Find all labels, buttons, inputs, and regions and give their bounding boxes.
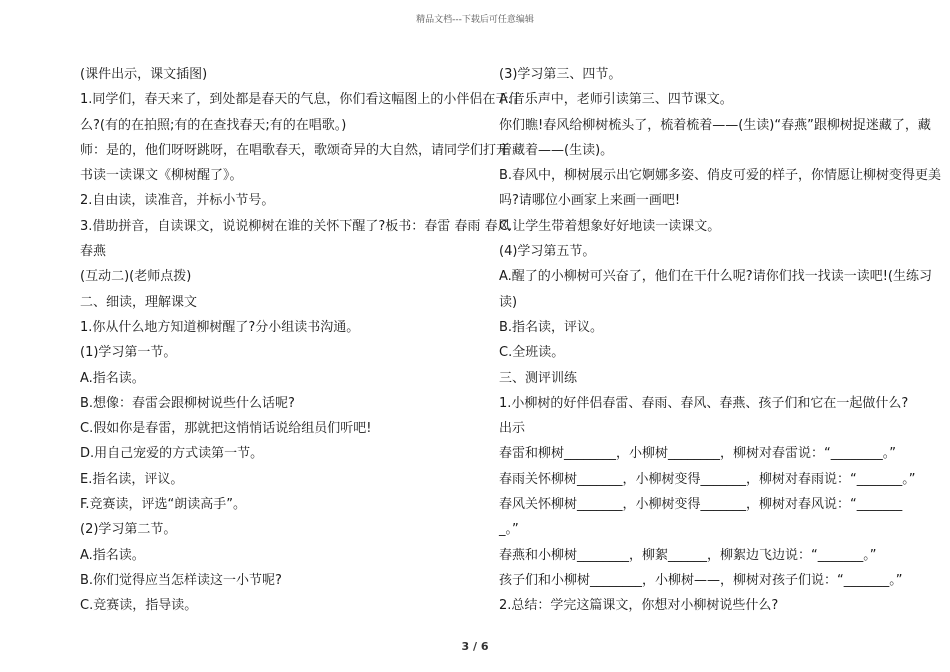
text-line: A.音乐声中，老师引读第三、四节课文。	[499, 92, 733, 108]
text-line: E.指名读，评议。	[80, 471, 184, 487]
text-line: B.春风中，柳树展示出它婀娜多姿、俏皮可爱的样子，你情愿让柳树变得更美	[499, 168, 942, 184]
text-line: C.全班读。	[499, 345, 565, 361]
text-line: 春燕和小柳树________，柳絮______，柳絮边飞边说：“_______。”	[499, 547, 877, 563]
text-line: (3)学习第三、四节。	[499, 67, 622, 82]
text-line: 师：是的，他们呀呀跳呀，在唱歌春天，歌颂奇异的大自然，请同学们打开	[80, 142, 510, 158]
text-line: 书读一读课文《柳树醒了》。	[80, 168, 243, 184]
text-line: (1)学习第一节。	[80, 345, 177, 361]
text-line: B.想像：春雷会跟柳树说些什么话呢?	[80, 395, 295, 411]
text-line: 吗?请哪位小画家上来画一画吧!	[499, 193, 681, 209]
text-line: A.醒了的小柳树可兴奋了，他们在干什么呢?请你们找一找读一读吧!(生练习	[499, 269, 932, 285]
text-line: C.竞赛读，指导读。	[80, 598, 198, 614]
text-line: 春雷和柳树________，小柳树________，柳树对春雷说：“________。”	[499, 446, 896, 462]
text-line: (互动二)(老师点拨)	[80, 269, 192, 285]
text-line: 二、细读，理解课文	[80, 294, 198, 310]
text-line: F.竞赛读，评选“朗读高手”。	[80, 497, 246, 513]
text-line: (课件出示，课文插图)	[80, 67, 208, 82]
text-line: 你们瞧!春风给柳树梳头了，梳着梳着——(生读)“春燕”跟柳树捉迷藏了，藏	[499, 117, 931, 133]
text-line: _。”	[499, 522, 519, 538]
text-line: 么?(有的在拍照;有的在查找春天;有的在唱歌。)	[80, 117, 347, 133]
text-line: C.假如你是春雷，那就把这悄悄话说给组员们听吧!	[80, 421, 372, 437]
text-line: 出示	[499, 421, 526, 437]
left-column	[80, 62, 522, 619]
text-line: B.指名读，评议。	[499, 319, 604, 335]
text-line: 2.自由读，读准音，并标小节号。	[80, 193, 275, 209]
text-line: A.指名读。	[80, 370, 145, 386]
text-line: 春雨关怀柳树_______，小柳树变得_______，柳树对春雨说：“_______。”	[499, 471, 916, 487]
text-line: 2.总结：学完这篇课文，你想对小柳树说些什么?	[499, 598, 779, 614]
text-line: 读)	[499, 294, 518, 310]
right-column	[499, 62, 942, 619]
text-line: (2)学习第二节。	[80, 522, 177, 538]
text-line: C.让学生带着想象好好地读一读课文。	[499, 218, 721, 234]
text-line: 春风关怀柳树_______，小柳树变得_______，柳树对春风说：“_______	[499, 497, 903, 513]
text-line: 三、测评训练	[499, 370, 578, 386]
page-number: 3 / 6	[461, 640, 489, 653]
text-line: 着藏着——(生读)。	[499, 142, 614, 158]
text-line: 1.小柳树的好伴侣春雷、春雨、春风、春燕、孩子们和它在一起做什么?	[499, 395, 909, 411]
text-line: (4)学习第五节。	[499, 244, 596, 260]
text-line: 3.借助拼音，自读课文，说说柳树在谁的关怀下醒了?板书：春雷 春雨 春风	[80, 218, 511, 234]
text-line: D.用自己宠爱的方式读第一节。	[80, 446, 264, 462]
text-line: 1.你从什么地方知道柳树醒了?分小组读书沟通。	[80, 319, 360, 335]
text-line: B.你们觉得应当怎样读这一小节呢?	[80, 572, 282, 588]
text-line: 1.同学们，春天来了，到处都是春天的气息，你们看这幅图上的小伴侣在干什	[80, 92, 522, 108]
page-header: 精品文档---下载后可任意编辑	[416, 15, 534, 25]
text-line: A.指名读。	[80, 547, 145, 563]
text-line: 春燕	[80, 244, 107, 260]
text-line: 孩子们和小柳树________，小柳树——，柳树对孩子们说：“_______。”	[499, 572, 903, 588]
